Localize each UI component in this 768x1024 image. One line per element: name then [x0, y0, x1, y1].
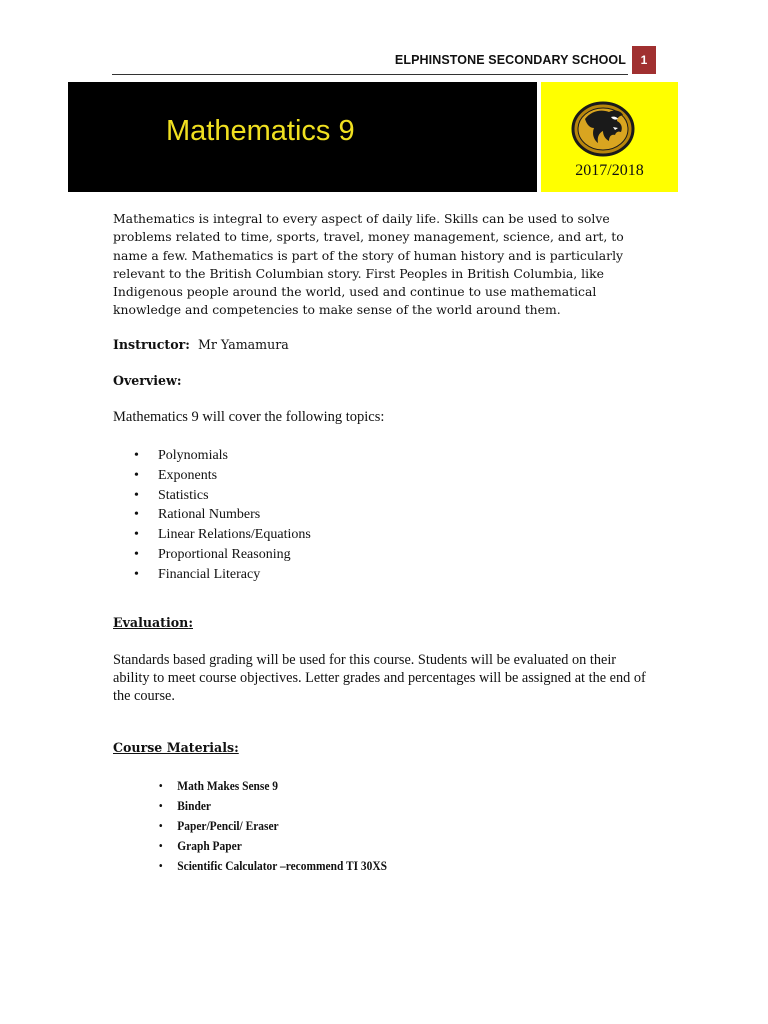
logo-panel [541, 82, 678, 192]
overview-heading: Overview: [113, 373, 182, 388]
material-label: Binder [177, 798, 211, 813]
list-item [150, 796, 387, 816]
list-item [128, 545, 311, 565]
title-banner [68, 82, 537, 192]
bullet: • [158, 838, 163, 853]
header-divider [112, 74, 628, 75]
overview-intro: Mathematics 9 will cover the following topics: [113, 409, 385, 425]
list-item [150, 816, 387, 836]
bullet: • [134, 566, 139, 582]
list-item [128, 486, 311, 506]
bullet: • [134, 527, 139, 543]
evaluation-heading-colon: : [188, 615, 193, 630]
topic-label: Statistics [158, 487, 209, 503]
evaluation-heading [113, 615, 193, 630]
topic-label: Rational Numbers [158, 507, 261, 523]
bullet: • [158, 858, 163, 873]
topic-label: Proportional Reasoning [158, 546, 291, 562]
list-item [128, 446, 311, 466]
bullet: • [158, 798, 163, 813]
course-title: Mathematics 9 [166, 115, 355, 147]
topic-label: Polynomials [158, 448, 229, 463]
material-label: Scientific Calculator –recommend TI 30XS [177, 858, 388, 873]
materials-list [150, 776, 419, 876]
list-item [128, 525, 311, 545]
bullet: • [158, 778, 163, 793]
evaluation-heading-text: Evaluation [113, 615, 189, 630]
intro-paragraph: Mathematics is integral to every aspect of daily life. Skills can be used to solve problems related to time, sports, travel, money management, science, and art, to name a few. Mathematics is part of the story of human history and is particularly relevant to the British Columbian story. First Peoples in British Columbia, like Indigenous people around the world, used and continue to use mathematical knowledge and competencies to make sense of the world around them. [113, 211, 624, 318]
bullet: • [134, 507, 139, 523]
list-item [128, 505, 311, 525]
instructor-line [113, 337, 289, 352]
page-header [112, 46, 656, 76]
topic-label: Linear Relations/Equations [158, 527, 311, 543]
cougar-logo-icon [571, 101, 635, 157]
school-year: 2017/2018 [575, 162, 644, 179]
evaluation-paragraph: Standards based grading will be used for this course. Students will be evaluated on their ability to meet course objectives. Letter grades and percentages will be assigned at the end of the course. [113, 652, 646, 705]
list-item [150, 836, 387, 856]
bullet: • [134, 448, 139, 463]
topic-label: Financial Literacy [158, 566, 261, 582]
bullet: • [134, 546, 139, 562]
materials-heading: Course Materials: [113, 740, 239, 755]
topic-label: Exponents [158, 467, 218, 483]
topics-list [128, 446, 311, 585]
bullet: • [134, 467, 139, 483]
bullet: • [134, 487, 139, 503]
instructor-label: Instructor: [113, 337, 190, 352]
list-item [128, 565, 311, 585]
list-item [128, 466, 311, 486]
school-name: ELPHINSTONE SECONDARY SCHOOL [394, 53, 626, 67]
material-label: Math Makes Sense 9 [177, 778, 279, 793]
instructor-name: Mr Yamamura [197, 337, 289, 352]
list-item [150, 776, 387, 796]
material-label: Paper/Pencil/ Eraser [177, 818, 279, 833]
list-item [150, 856, 387, 876]
material-label: Graph Paper [177, 838, 242, 853]
page-number-badge: 1 [632, 46, 656, 74]
bullet: • [158, 818, 163, 833]
